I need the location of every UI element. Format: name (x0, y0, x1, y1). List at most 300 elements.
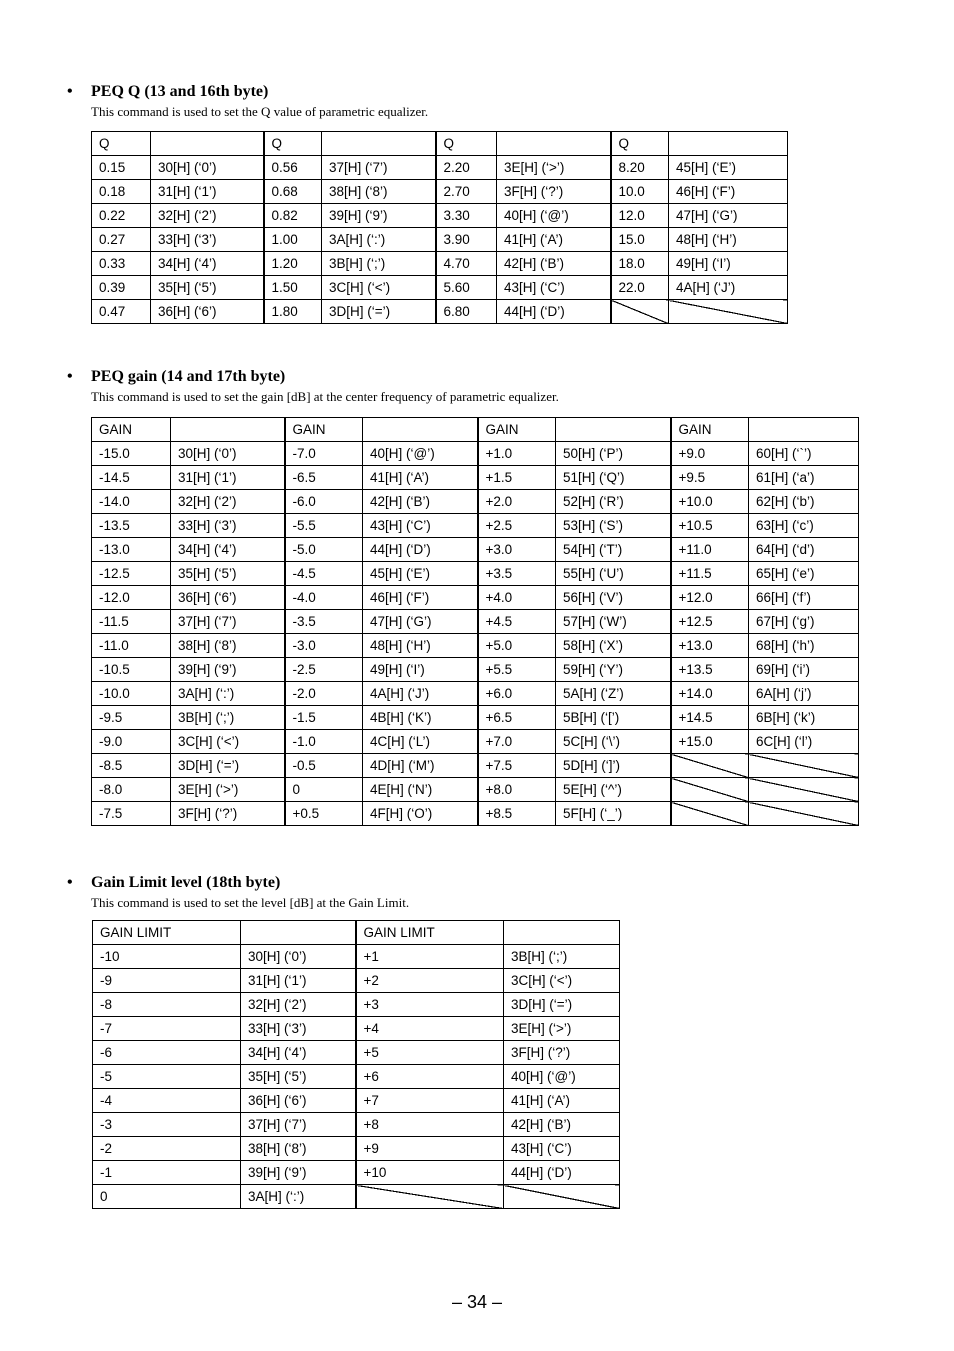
table-row (92, 300, 788, 324)
value-cell: -1.0 (285, 730, 363, 754)
value-cell: 1.20 (264, 252, 322, 276)
code-cell: 57[H] (‘W’) (556, 610, 671, 634)
code-cell: 42[H] (‘B’) (363, 490, 478, 514)
bullet-icon: • (67, 874, 73, 891)
value-cell: 10.0 (611, 180, 669, 204)
value-cell: +2 (356, 969, 504, 993)
column-header (749, 418, 859, 442)
code-cell: 30[H] (‘0’) (151, 156, 264, 180)
code-cell: 3A[H] (‘:’) (322, 228, 436, 252)
value-cell: 0.15 (92, 156, 151, 180)
value-cell: +7.0 (478, 730, 556, 754)
code-cell: 37[H] (‘7’) (241, 1113, 356, 1137)
value-cell: +5.5 (478, 658, 556, 682)
value-cell: -6.0 (285, 490, 363, 514)
code-cell: 45[H] (‘E’) (363, 562, 478, 586)
code-cell: 33[H] (‘3’) (151, 228, 264, 252)
section-title: PEQ gain (14 and 17th byte) (91, 368, 286, 385)
code-cell: 5E[H] (‘^’) (556, 778, 671, 802)
table-row (93, 1113, 620, 1137)
code-cell: 3E[H] (‘>’) (497, 156, 611, 180)
code-cell: 4A[H] (‘J’) (669, 276, 788, 300)
code-cell: 44[H] (‘D’) (497, 300, 611, 324)
value-cell: +10.0 (671, 490, 749, 514)
table-row (93, 1161, 620, 1185)
code-cell: 3C[H] (‘<’) (504, 969, 620, 993)
value-cell: 8.20 (611, 156, 669, 180)
table-row (92, 802, 859, 826)
value-cell: +6.0 (478, 682, 556, 706)
code-cell: 68[H] (‘h’) (749, 634, 859, 658)
table-row (93, 1065, 620, 1089)
value-cell: -8.5 (92, 754, 171, 778)
value-cell: +8.0 (478, 778, 556, 802)
value-cell: -4.0 (285, 586, 363, 610)
value-cell: +15.0 (671, 730, 749, 754)
column-header: GAIN (478, 418, 556, 442)
value-cell: +2.0 (478, 490, 556, 514)
value-cell: 1.80 (264, 300, 322, 324)
value-cell: 0 (93, 1185, 241, 1209)
code-cell: 5A[H] (‘Z’) (556, 682, 671, 706)
value-cell: -7.5 (92, 802, 171, 826)
code-cell: 36[H] (‘6’) (171, 586, 285, 610)
code-cell: 56[H] (‘V’) (556, 586, 671, 610)
value-cell: +14.5 (671, 706, 749, 730)
code-cell: 3C[H] (‘<’) (322, 276, 436, 300)
code-cell: 32[H] (‘2’) (241, 993, 356, 1017)
code-cell: 55[H] (‘U’) (556, 562, 671, 586)
code-cell: 40[H] (‘@’) (497, 204, 611, 228)
value-cell: -15.0 (92, 442, 171, 466)
table-row (92, 706, 859, 730)
table-row (92, 778, 859, 802)
code-cell: 4D[H] (‘M’) (363, 754, 478, 778)
value-cell: +13.5 (671, 658, 749, 682)
column-header: Q (611, 132, 669, 156)
code-cell: 35[H] (‘5’) (151, 276, 264, 300)
table-row (92, 490, 859, 514)
code-cell: 37[H] (‘7’) (171, 610, 285, 634)
value-cell: -13.0 (92, 538, 171, 562)
gain-limit-table (92, 920, 620, 1209)
empty-cell (611, 300, 669, 324)
column-header: Q (436, 132, 497, 156)
table-row (93, 1137, 620, 1161)
value-cell: -3.0 (285, 634, 363, 658)
value-cell: -2.0 (285, 682, 363, 706)
table-row (92, 228, 788, 252)
code-cell: 42[H] (‘B’) (497, 252, 611, 276)
code-cell: 47[H] (‘G’) (363, 610, 478, 634)
code-cell: 3A[H] (‘:’) (241, 1185, 356, 1209)
code-cell: 3E[H] (‘>’) (504, 1017, 620, 1041)
table-row (92, 156, 788, 180)
code-cell: 3F[H] (‘?’) (497, 180, 611, 204)
value-cell: -10.0 (92, 682, 171, 706)
column-header: GAIN LIMIT (356, 921, 504, 945)
value-cell: +5.0 (478, 634, 556, 658)
value-cell: -9.5 (92, 706, 171, 730)
code-cell: 54[H] (‘T’) (556, 538, 671, 562)
code-cell: 3B[H] (‘;’) (504, 945, 620, 969)
column-header (556, 418, 671, 442)
value-cell: 2.70 (436, 180, 497, 204)
code-cell: 41[H] (‘A’) (504, 1089, 620, 1113)
value-cell: 3.90 (436, 228, 497, 252)
code-cell: 31[H] (‘1’) (171, 466, 285, 490)
value-cell: +9 (356, 1137, 504, 1161)
code-cell: 38[H] (‘8’) (322, 180, 436, 204)
code-cell: 48[H] (‘H’) (669, 228, 788, 252)
table-row (92, 562, 859, 586)
empty-cell (669, 300, 788, 324)
code-cell: 49[H] (‘I’) (669, 252, 788, 276)
value-cell: -14.5 (92, 466, 171, 490)
value-cell: 3.30 (436, 204, 497, 228)
code-cell: 40[H] (‘@’) (504, 1065, 620, 1089)
table-row (92, 514, 859, 538)
code-cell: 45[H] (‘E’) (669, 156, 788, 180)
code-cell: 3A[H] (‘:’) (171, 682, 285, 706)
code-cell: 5F[H] (‘_’) (556, 802, 671, 826)
value-cell: +4 (356, 1017, 504, 1041)
value-cell: -4 (93, 1089, 241, 1113)
value-cell: -10.5 (92, 658, 171, 682)
empty-cell (671, 778, 749, 802)
bullet-icon: • (67, 83, 73, 100)
value-cell: 0.39 (92, 276, 151, 300)
empty-cell (356, 1185, 504, 1209)
value-cell: 0.33 (92, 252, 151, 276)
section-heading-peq-q (67, 83, 268, 101)
column-header: Q (92, 132, 151, 156)
code-cell: 4F[H] (‘O’) (363, 802, 478, 826)
value-cell: 18.0 (611, 252, 669, 276)
value-cell: -9.0 (92, 730, 171, 754)
table-row (92, 634, 859, 658)
value-cell: +3.0 (478, 538, 556, 562)
table-row (92, 658, 859, 682)
value-cell: 22.0 (611, 276, 669, 300)
value-cell: +13.0 (671, 634, 749, 658)
code-cell: 37[H] (‘7’) (322, 156, 436, 180)
value-cell: -2.5 (285, 658, 363, 682)
value-cell: +12.5 (671, 610, 749, 634)
empty-cell (671, 754, 749, 778)
table-row (92, 610, 859, 634)
value-cell: -1.5 (285, 706, 363, 730)
value-cell: +11.5 (671, 562, 749, 586)
code-cell: 35[H] (‘5’) (241, 1065, 356, 1089)
code-cell: 35[H] (‘5’) (171, 562, 285, 586)
value-cell: -1 (93, 1161, 241, 1185)
empty-cell (749, 802, 859, 826)
table-row (92, 180, 788, 204)
value-cell: +10.5 (671, 514, 749, 538)
column-header: Q (264, 132, 322, 156)
table-row (93, 993, 620, 1017)
value-cell: 0 (285, 778, 363, 802)
value-cell: +9.0 (671, 442, 749, 466)
value-cell: -5.5 (285, 514, 363, 538)
value-cell: -8 (93, 993, 241, 1017)
value-cell: -5 (93, 1065, 241, 1089)
table-row (92, 442, 859, 466)
value-cell: 0.22 (92, 204, 151, 228)
value-cell: +2.5 (478, 514, 556, 538)
code-cell: 6C[H] (‘l’) (749, 730, 859, 754)
column-header (151, 132, 264, 156)
value-cell: +7 (356, 1089, 504, 1113)
code-cell: 39[H] (‘9’) (322, 204, 436, 228)
code-cell: 36[H] (‘6’) (241, 1089, 356, 1113)
code-cell: 65[H] (‘e’) (749, 562, 859, 586)
value-cell: 6.80 (436, 300, 497, 324)
code-cell: 58[H] (‘X’) (556, 634, 671, 658)
code-cell: 40[H] (‘@’) (363, 442, 478, 466)
value-cell: -9 (93, 969, 241, 993)
table-row (93, 945, 620, 969)
code-cell: 44[H] (‘D’) (504, 1161, 620, 1185)
code-cell: 6A[H] (‘j’) (749, 682, 859, 706)
peq-q-table (91, 131, 788, 324)
value-cell: 0.68 (264, 180, 322, 204)
value-cell: -7 (93, 1017, 241, 1041)
value-cell: +11.0 (671, 538, 749, 562)
code-cell: 42[H] (‘B’) (504, 1113, 620, 1137)
code-cell: 34[H] (‘4’) (171, 538, 285, 562)
code-cell: 64[H] (‘d’) (749, 538, 859, 562)
empty-cell (749, 778, 859, 802)
value-cell: +6.5 (478, 706, 556, 730)
empty-cell (749, 754, 859, 778)
code-cell: 38[H] (‘8’) (171, 634, 285, 658)
value-cell: +5 (356, 1041, 504, 1065)
value-cell: +9.5 (671, 466, 749, 490)
section-description: This command is used to set the Q value of parametric equalizer. (91, 104, 429, 119)
value-cell: +6 (356, 1065, 504, 1089)
value-cell: 0.56 (264, 156, 322, 180)
code-cell: 67[H] (‘g’) (749, 610, 859, 634)
table-row (93, 1185, 620, 1209)
code-cell: 33[H] (‘3’) (241, 1017, 356, 1041)
code-cell: 69[H] (‘i’) (749, 658, 859, 682)
column-header: GAIN (92, 418, 171, 442)
table-row (92, 754, 859, 778)
value-cell: -4.5 (285, 562, 363, 586)
code-cell: 33[H] (‘3’) (171, 514, 285, 538)
value-cell: -6 (93, 1041, 241, 1065)
code-cell: 34[H] (‘4’) (241, 1041, 356, 1065)
code-cell: 6B[H] (‘k’) (749, 706, 859, 730)
value-cell: +4.5 (478, 610, 556, 634)
column-header (669, 132, 788, 156)
code-cell: 43[H] (‘C’) (497, 276, 611, 300)
code-cell: 30[H] (‘0’) (241, 945, 356, 969)
value-cell: -3 (93, 1113, 241, 1137)
value-cell: -8.0 (92, 778, 171, 802)
code-cell: 43[H] (‘C’) (504, 1137, 620, 1161)
value-cell: -11.5 (92, 610, 171, 634)
value-cell: +3 (356, 993, 504, 1017)
column-header: GAIN (671, 418, 749, 442)
value-cell: 12.0 (611, 204, 669, 228)
code-cell: 4B[H] (‘K’) (363, 706, 478, 730)
value-cell: -6.5 (285, 466, 363, 490)
empty-cell (504, 1185, 620, 1209)
table-row (92, 276, 788, 300)
code-cell: 32[H] (‘2’) (171, 490, 285, 514)
code-cell: 39[H] (‘9’) (241, 1161, 356, 1185)
code-cell: 5C[H] (‘\’) (556, 730, 671, 754)
code-cell: 60[H] (‘`’) (749, 442, 859, 466)
table-row (93, 969, 620, 993)
table-row (92, 538, 859, 562)
code-cell: 50[H] (‘P’) (556, 442, 671, 466)
value-cell: +8.5 (478, 802, 556, 826)
value-cell: 15.0 (611, 228, 669, 252)
code-cell: 46[H] (‘F’) (363, 586, 478, 610)
value-cell: 2.20 (436, 156, 497, 180)
code-cell: 47[H] (‘G’) (669, 204, 788, 228)
column-header (241, 921, 356, 945)
code-cell: 59[H] (‘Y’) (556, 658, 671, 682)
code-cell: 61[H] (‘a’) (749, 466, 859, 490)
value-cell: 0.82 (264, 204, 322, 228)
value-cell: -7.0 (285, 442, 363, 466)
section-description: This command is used to set the gain [dB] at the center frequency of parametric equalizer. (91, 389, 559, 404)
value-cell: +3.5 (478, 562, 556, 586)
code-cell: 30[H] (‘0’) (171, 442, 285, 466)
code-cell: 4E[H] (‘N’) (363, 778, 478, 802)
code-cell: 48[H] (‘H’) (363, 634, 478, 658)
code-cell: 31[H] (‘1’) (241, 969, 356, 993)
code-cell: 31[H] (‘1’) (151, 180, 264, 204)
peq-gain-table (91, 417, 859, 826)
table-header-row (92, 132, 788, 156)
code-cell: 34[H] (‘4’) (151, 252, 264, 276)
value-cell: 4.70 (436, 252, 497, 276)
code-cell: 3B[H] (‘;’) (171, 706, 285, 730)
value-cell: 0.27 (92, 228, 151, 252)
value-cell: -2 (93, 1137, 241, 1161)
table-header-row (92, 418, 859, 442)
code-cell: 5D[H] (‘]’) (556, 754, 671, 778)
code-cell: 3D[H] (‘=’) (171, 754, 285, 778)
value-cell: -3.5 (285, 610, 363, 634)
code-cell: 3F[H] (‘?’) (504, 1041, 620, 1065)
section-heading-peq-gain (67, 368, 285, 386)
value-cell: +10 (356, 1161, 504, 1185)
value-cell: +0.5 (285, 802, 363, 826)
table-row (93, 1089, 620, 1113)
value-cell: -13.5 (92, 514, 171, 538)
section-title: Gain Limit level (18th byte) (91, 874, 281, 891)
empty-cell (671, 802, 749, 826)
column-header (171, 418, 285, 442)
code-cell: 36[H] (‘6’) (151, 300, 264, 324)
code-cell: 32[H] (‘2’) (151, 204, 264, 228)
code-cell: 5B[H] (‘[’) (556, 706, 671, 730)
table-row (92, 586, 859, 610)
value-cell: +1 (356, 945, 504, 969)
code-cell: 4A[H] (‘J’) (363, 682, 478, 706)
value-cell: -12.5 (92, 562, 171, 586)
table-row (93, 1041, 620, 1065)
code-cell: 38[H] (‘8’) (241, 1137, 356, 1161)
value-cell: +1.0 (478, 442, 556, 466)
code-cell: 52[H] (‘R’) (556, 490, 671, 514)
code-cell: 49[H] (‘I’) (363, 658, 478, 682)
table-header-row (93, 921, 620, 945)
section-title: PEQ Q (13 and 16th byte) (91, 83, 269, 100)
value-cell: +4.0 (478, 586, 556, 610)
value-cell: +8 (356, 1113, 504, 1137)
code-cell: 46[H] (‘F’) (669, 180, 788, 204)
value-cell: -14.0 (92, 490, 171, 514)
column-header: GAIN LIMIT (93, 921, 241, 945)
code-cell: 44[H] (‘D’) (363, 538, 478, 562)
code-cell: 3B[H] (‘;’) (322, 252, 436, 276)
value-cell: 1.00 (264, 228, 322, 252)
column-header: GAIN (285, 418, 363, 442)
value-cell: -11.0 (92, 634, 171, 658)
bullet-icon: • (67, 368, 73, 385)
column-header (504, 921, 620, 945)
code-cell: 41[H] (‘A’) (497, 228, 611, 252)
column-header (322, 132, 436, 156)
code-cell: 63[H] (‘c’) (749, 514, 859, 538)
value-cell: 1.50 (264, 276, 322, 300)
code-cell: 53[H] (‘S’) (556, 514, 671, 538)
code-cell: 66[H] (‘f’) (749, 586, 859, 610)
value-cell: -10 (93, 945, 241, 969)
value-cell: -12.0 (92, 586, 171, 610)
value-cell: 0.18 (92, 180, 151, 204)
code-cell: 51[H] (‘Q’) (556, 466, 671, 490)
value-cell: +1.5 (478, 466, 556, 490)
code-cell: 43[H] (‘C’) (363, 514, 478, 538)
value-cell: -0.5 (285, 754, 363, 778)
column-header (497, 132, 611, 156)
table-row (92, 466, 859, 490)
code-cell: 3D[H] (‘=’) (504, 993, 620, 1017)
value-cell: +12.0 (671, 586, 749, 610)
value-cell: +7.5 (478, 754, 556, 778)
table-row (92, 730, 859, 754)
code-cell: 39[H] (‘9’) (171, 658, 285, 682)
value-cell: 5.60 (436, 276, 497, 300)
code-cell: 62[H] (‘b’) (749, 490, 859, 514)
section-description: This command is used to set the level [dB] at the Gain Limit. (91, 895, 410, 910)
column-header (363, 418, 478, 442)
section-heading-gain-limit (67, 874, 280, 892)
value-cell: -5.0 (285, 538, 363, 562)
table-row (92, 682, 859, 706)
code-cell: 4C[H] (‘L’) (363, 730, 478, 754)
code-cell: 41[H] (‘A’) (363, 466, 478, 490)
table-row (92, 252, 788, 276)
value-cell: +14.0 (671, 682, 749, 706)
code-cell: 3C[H] (‘<’) (171, 730, 285, 754)
value-cell: 0.47 (92, 300, 151, 324)
code-cell: 3F[H] (‘?’) (171, 802, 285, 826)
page-number: – 34 – (451, 1292, 503, 1312)
code-cell: 3D[H] (‘=’) (322, 300, 436, 324)
table-row (93, 1017, 620, 1041)
table-row (92, 204, 788, 228)
